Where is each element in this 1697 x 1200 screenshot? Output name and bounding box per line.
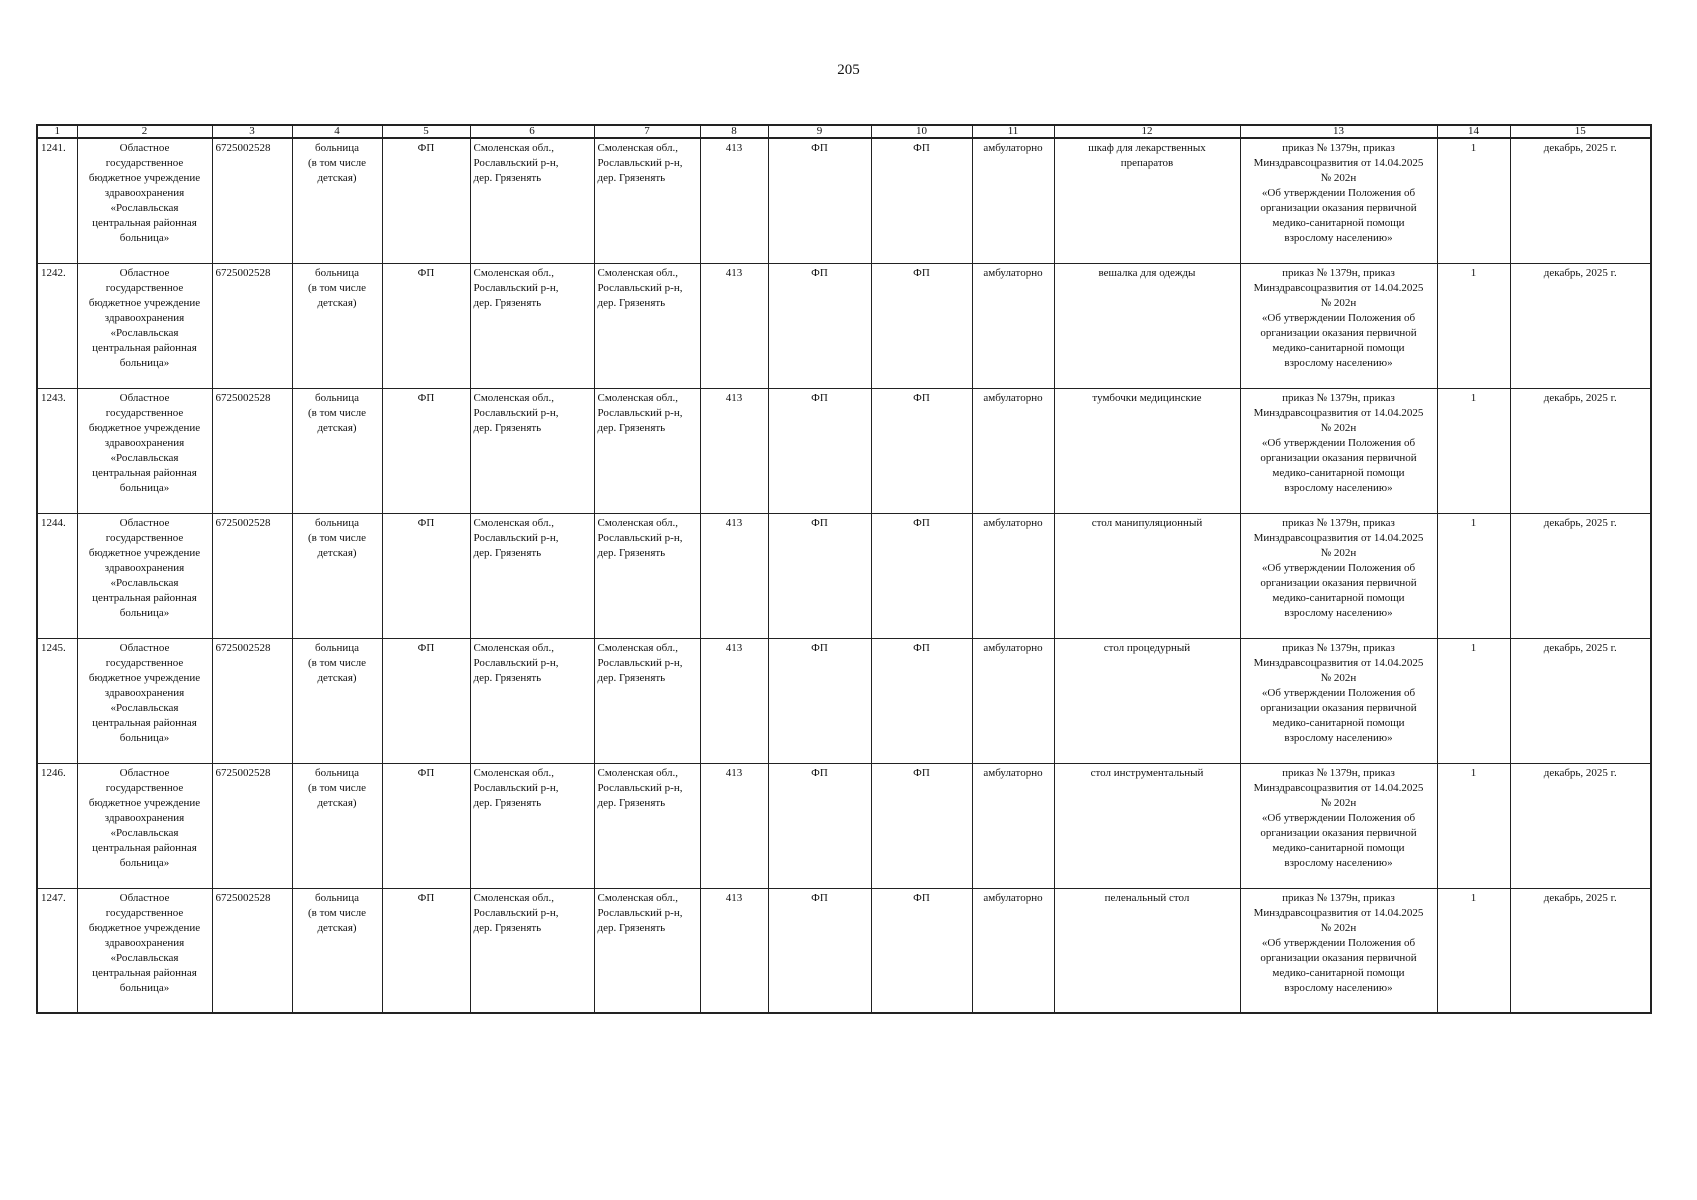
facility-type: больница (в том числе детская) <box>292 888 382 1013</box>
delivery-date: декабрь, 2025 г. <box>1510 263 1651 388</box>
facility-type: больница (в том числе детская) <box>292 138 382 263</box>
care-conditions: амбулаторно <box>972 638 1054 763</box>
row-number: 1247. <box>37 888 77 1013</box>
unit-code: 413 <box>700 638 768 763</box>
equipment-name: тумбочки медицинские <box>1054 388 1240 513</box>
quantity: 1 <box>1437 888 1510 1013</box>
address: Смоленская обл., Рославльский р-н, дер. Грязенять <box>470 763 594 888</box>
legal-basis: приказ № 1379н, приказ Минздравсоцразвития от 14.04.2025 № 202н «Об утверждении Положения об организации оказания первичной медико-санитарной помощи взрослому населению» <box>1240 763 1437 888</box>
unit-code: 413 <box>700 513 768 638</box>
equipment-name: стол инструментальный <box>1054 763 1240 888</box>
inn-code: 6725002528 <box>212 888 292 1013</box>
facility-type: больница (в том числе детская) <box>292 263 382 388</box>
delivery-date: декабрь, 2025 г. <box>1510 638 1651 763</box>
address-actual: Смоленская обл., Рославльский р-н, дер. Грязенять <box>594 513 700 638</box>
quantity: 1 <box>1437 638 1510 763</box>
facility-type: больница (в том числе детская) <box>292 763 382 888</box>
address: Смоленская обл., Рославльский р-н, дер. Грязенять <box>470 513 594 638</box>
row-number: 1245. <box>37 638 77 763</box>
care-conditions: амбулаторно <box>972 138 1054 263</box>
care-conditions: амбулаторно <box>972 263 1054 388</box>
institution-name: Областное государственное бюджетное учреждение здравоохранения «Рославльская центральная районная больница» <box>77 763 212 888</box>
legal-basis: приказ № 1379н, приказ Минздравсоцразвития от 14.04.2025 № 202н «Об утверждении Положения об организации оказания первичной медико-санитарной помощи взрослому населению» <box>1240 263 1437 388</box>
equipment-name: пеленальный стол <box>1054 888 1240 1013</box>
table-row <box>37 513 1651 638</box>
unit-type: ФП <box>382 388 470 513</box>
address: Смоленская обл., Рославльский р-н, дер. Грязенять <box>470 888 594 1013</box>
column-number: 1 <box>37 125 77 138</box>
quantity: 1 <box>1437 513 1510 638</box>
delivery-date: декабрь, 2025 г. <box>1510 138 1651 263</box>
row-number: 1246. <box>37 763 77 888</box>
facility-type: больница (в том числе детская) <box>292 513 382 638</box>
table-row <box>37 763 1651 888</box>
delivery-date: декабрь, 2025 г. <box>1510 388 1651 513</box>
column-number: 14 <box>1437 125 1510 138</box>
column-number: 3 <box>212 125 292 138</box>
unit-type-col10: ФП <box>871 138 972 263</box>
column-number: 2 <box>77 125 212 138</box>
row-number: 1244. <box>37 513 77 638</box>
institution-name: Областное государственное бюджетное учреждение здравоохранения «Рославльская центральная районная больница» <box>77 888 212 1013</box>
unit-type-col10: ФП <box>871 638 972 763</box>
row-number: 1242. <box>37 263 77 388</box>
care-conditions: амбулаторно <box>972 763 1054 888</box>
inn-code: 6725002528 <box>212 263 292 388</box>
delivery-date: декабрь, 2025 г. <box>1510 763 1651 888</box>
address: Смоленская обл., Рославльский р-н, дер. Грязенять <box>470 388 594 513</box>
legal-basis: приказ № 1379н, приказ Минздравсоцразвития от 14.04.2025 № 202н «Об утверждении Положения об организации оказания первичной медико-санитарной помощи взрослому населению» <box>1240 888 1437 1013</box>
address-actual: Смоленская обл., Рославльский р-н, дер. Грязенять <box>594 263 700 388</box>
equipment-name: стол процедурный <box>1054 638 1240 763</box>
unit-type: ФП <box>382 263 470 388</box>
unit-type: ФП <box>382 138 470 263</box>
column-number: 6 <box>470 125 594 138</box>
care-conditions: амбулаторно <box>972 513 1054 638</box>
facility-type: больница (в том числе детская) <box>292 638 382 763</box>
unit-type: ФП <box>382 763 470 888</box>
institution-name: Областное государственное бюджетное учреждение здравоохранения «Рославльская центральная районная больница» <box>77 138 212 263</box>
unit-type: ФП <box>382 513 470 638</box>
column-number: 10 <box>871 125 972 138</box>
address-actual: Смоленская обл., Рославльский р-н, дер. Грязенять <box>594 888 700 1013</box>
institution-name: Областное государственное бюджетное учреждение здравоохранения «Рославльская центральная районная больница» <box>77 263 212 388</box>
delivery-date: декабрь, 2025 г. <box>1510 513 1651 638</box>
unit-type-col9: ФП <box>768 513 871 638</box>
unit-code: 413 <box>700 388 768 513</box>
care-conditions: амбулаторно <box>972 888 1054 1013</box>
unit-code: 413 <box>700 138 768 263</box>
row-number: 1243. <box>37 388 77 513</box>
table-row <box>37 263 1651 388</box>
unit-type-col9: ФП <box>768 263 871 388</box>
unit-type: ФП <box>382 888 470 1013</box>
unit-code: 413 <box>700 763 768 888</box>
unit-type-col9: ФП <box>768 388 871 513</box>
inn-code: 6725002528 <box>212 388 292 513</box>
column-number: 5 <box>382 125 470 138</box>
equipment-name: вешалка для одежды <box>1054 263 1240 388</box>
unit-type-col10: ФП <box>871 513 972 638</box>
column-number-row <box>37 125 1651 138</box>
unit-code: 413 <box>700 263 768 388</box>
unit-type-col9: ФП <box>768 763 871 888</box>
column-number: 4 <box>292 125 382 138</box>
inn-code: 6725002528 <box>212 138 292 263</box>
column-number: 15 <box>1510 125 1651 138</box>
legal-basis: приказ № 1379н, приказ Минздравсоцразвития от 14.04.2025 № 202н «Об утверждении Положения об организации оказания первичной медико-санитарной помощи взрослому населению» <box>1240 513 1437 638</box>
equipment-name: шкаф для лекарственных препаратов <box>1054 138 1240 263</box>
inn-code: 6725002528 <box>212 763 292 888</box>
unit-type-col10: ФП <box>871 263 972 388</box>
table-row <box>37 638 1651 763</box>
facility-type: больница (в том числе детская) <box>292 388 382 513</box>
column-number: 11 <box>972 125 1054 138</box>
row-number: 1241. <box>37 138 77 263</box>
address-actual: Смоленская обл., Рославльский р-н, дер. Грязенять <box>594 388 700 513</box>
address-actual: Смоленская обл., Рославльский р-н, дер. Грязенять <box>594 138 700 263</box>
table-row <box>37 888 1651 1013</box>
unit-code: 413 <box>700 888 768 1013</box>
unit-type-col10: ФП <box>871 388 972 513</box>
address: Смоленская обл., Рославльский р-н, дер. Грязенять <box>470 138 594 263</box>
institution-name: Областное государственное бюджетное учреждение здравоохранения «Рославльская центральная районная больница» <box>77 388 212 513</box>
column-number: 13 <box>1240 125 1437 138</box>
table-body <box>37 138 1651 1013</box>
column-number: 12 <box>1054 125 1240 138</box>
address-actual: Смоленская обл., Рославльский р-н, дер. Грязенять <box>594 763 700 888</box>
address-actual: Смоленская обл., Рославльский р-н, дер. Грязенять <box>594 638 700 763</box>
unit-type-col10: ФП <box>871 888 972 1013</box>
quantity: 1 <box>1437 263 1510 388</box>
unit-type-col10: ФП <box>871 763 972 888</box>
address: Смоленская обл., Рославльский р-н, дер. Грязенять <box>470 263 594 388</box>
table-row <box>37 388 1651 513</box>
unit-type-col9: ФП <box>768 888 871 1013</box>
quantity: 1 <box>1437 138 1510 263</box>
institution-name: Областное государственное бюджетное учреждение здравоохранения «Рославльская центральная районная больница» <box>77 513 212 638</box>
legal-basis: приказ № 1379н, приказ Минздравсоцразвития от 14.04.2025 № 202н «Об утверждении Положения об организации оказания первичной медико-санитарной помощи взрослому населению» <box>1240 638 1437 763</box>
quantity: 1 <box>1437 388 1510 513</box>
legal-basis: приказ № 1379н, приказ Минздравсоцразвития от 14.04.2025 № 202н «Об утверждении Положения об организации оказания первичной медико-санитарной помощи взрослому населению» <box>1240 138 1437 263</box>
column-number: 7 <box>594 125 700 138</box>
unit-type: ФП <box>382 638 470 763</box>
legal-basis: приказ № 1379н, приказ Минздравсоцразвития от 14.04.2025 № 202н «Об утверждении Положения об организации оказания первичной медико-санитарной помощи взрослому населению» <box>1240 388 1437 513</box>
column-number: 8 <box>700 125 768 138</box>
institution-name: Областное государственное бюджетное учреждение здравоохранения «Рославльская центральная районная больница» <box>77 638 212 763</box>
column-number: 9 <box>768 125 871 138</box>
delivery-date: декабрь, 2025 г. <box>1510 888 1651 1013</box>
page-number: 205 <box>837 62 860 78</box>
care-conditions: амбулаторно <box>972 388 1054 513</box>
unit-type-col9: ФП <box>768 138 871 263</box>
table-row <box>37 138 1651 263</box>
address: Смоленская обл., Рославльский р-н, дер. Грязенять <box>470 638 594 763</box>
inn-code: 6725002528 <box>212 513 292 638</box>
inn-code: 6725002528 <box>212 638 292 763</box>
unit-type-col9: ФП <box>768 638 871 763</box>
equipment-name: стол манипуляционный <box>1054 513 1240 638</box>
quantity: 1 <box>1437 763 1510 888</box>
registry-table <box>36 124 1652 1014</box>
